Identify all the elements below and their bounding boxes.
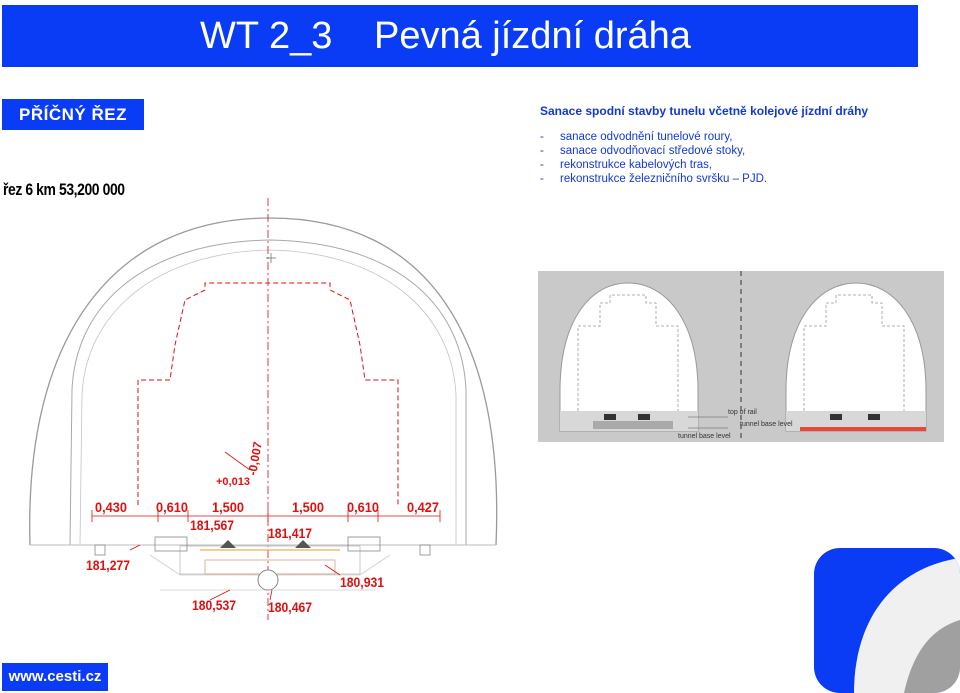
section-label: PŘÍČNÝ ŘEZ xyxy=(2,99,144,130)
list-item: - sanace odvodnění tunelové roury, xyxy=(540,131,733,143)
label-tunnel-base-level-left: tunnel base level xyxy=(678,433,731,440)
level-label: 181,277 xyxy=(86,557,131,573)
level-label: 180,931 xyxy=(340,574,385,590)
label-tunnel-base-level-right: tunnel base level xyxy=(740,421,793,428)
footer-url[interactable]: www.cesti.cz xyxy=(2,663,108,691)
list-item: - rekonstrukce železničního svršku – PJD. xyxy=(540,173,768,185)
rail-offset-top: -0,007 xyxy=(245,440,265,477)
dimension-label: 0,610 xyxy=(156,499,189,515)
label-top-of-rail: top of rail xyxy=(728,409,757,416)
title-code: WT 2_3 xyxy=(200,15,333,57)
level-label: 180,537 xyxy=(192,597,237,613)
description-title: Sanace spodní stavby tunelu včetně kolejové jízdní dráhy xyxy=(540,104,869,118)
dimension-label: 1,500 xyxy=(212,499,245,515)
cross-section-drawing xyxy=(0,195,520,625)
level-label: 181,567 xyxy=(190,517,235,533)
list-item: - sanace odvodňovací středové stoky, xyxy=(540,145,746,157)
dimension-label: 0,430 xyxy=(95,499,128,515)
dimension-label: 0,427 xyxy=(407,499,440,515)
dimension-label: 0,610 xyxy=(347,499,380,515)
level-label: 180,467 xyxy=(268,599,313,615)
tunnel-outer-profile xyxy=(30,218,497,545)
dimension-label: 1,500 xyxy=(292,499,325,515)
title-bar xyxy=(2,5,918,67)
level-label: 181,417 xyxy=(268,525,313,541)
page-title: Pevná jízdní dráha xyxy=(374,15,691,57)
logo-icon xyxy=(814,548,960,693)
tunnel-comparison-drawing xyxy=(538,271,944,442)
list-item: - rekonstrukce kabelových tras, xyxy=(540,159,713,171)
rail-offset-bottom: +0,013 xyxy=(216,476,250,488)
cut-label: řez 6 km 53,200 000 xyxy=(3,180,125,199)
description-list xyxy=(540,130,767,186)
